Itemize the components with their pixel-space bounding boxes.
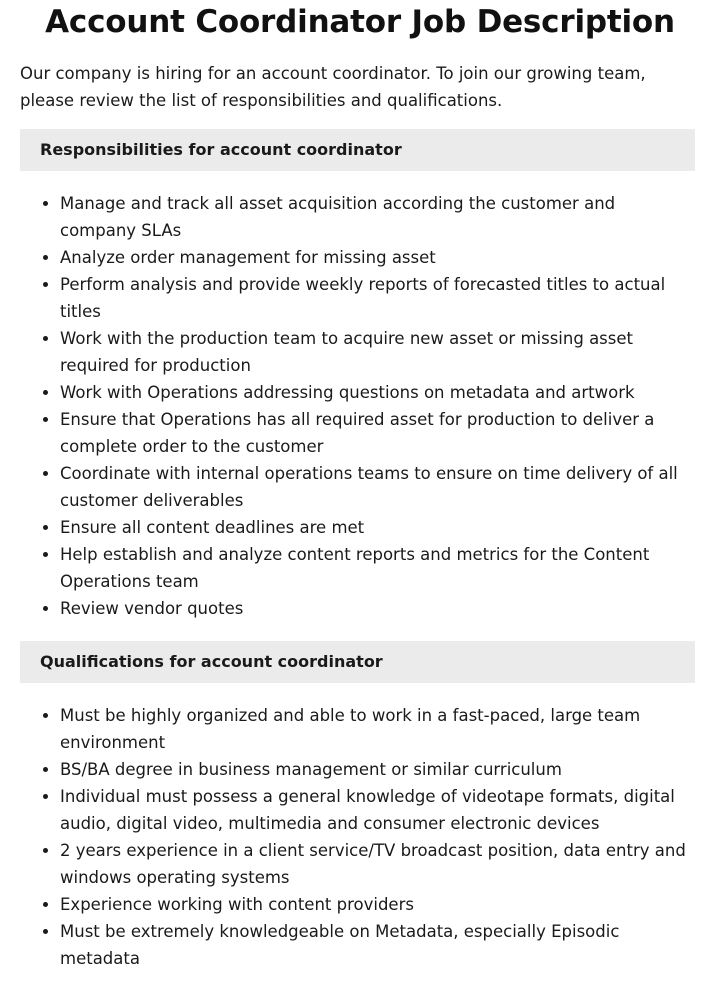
list-item: • 2 years experience in a client service/TV broadcast position, data entry and windows operating systems <box>60 837 690 891</box>
qualifications-heading: Qualifications for account coordinator <box>20 641 695 683</box>
page-title: Account Coordinator Job Description <box>45 4 675 40</box>
list-item: • Manage and track all asset acquisition according the customer and company SLAs <box>60 190 690 244</box>
responsibilities-heading: Responsibilities for account coordinator <box>20 129 695 171</box>
list-item: • Analyze order management for missing asset <box>60 244 690 271</box>
list-item: • Ensure all content deadlines are met <box>60 514 690 541</box>
intro-paragraph: Our company is hiring for an account coordinator. To join our growing team, please review the list of responsibilities and qualifications. <box>20 64 646 110</box>
list-item: • Must be highly organized and able to work in a fast-paced, large team environment <box>60 702 690 756</box>
list-item: • Help establish and analyze content reports and metrics for the Content Operations team <box>60 541 690 595</box>
list-item: • Review vendor quotes <box>60 595 690 622</box>
list-item: • Perform analysis and provide weekly reports of forecasted titles to actual titles <box>60 271 690 325</box>
list-item: • BS/BA degree in business management or similar curriculum <box>60 756 690 783</box>
list-item: • Must be extremely knowledgeable on Metadata, especially Episodic metadata <box>60 918 690 972</box>
responsibilities-list <box>20 190 690 622</box>
list-item: • Work with Operations addressing questions on metadata and artwork <box>60 379 690 406</box>
list-item: • Individual must possess a general knowledge of videotape formats, digital audio, digital video, multimedia and consumer electronic devices <box>60 783 690 837</box>
list-item: • Ensure that Operations has all required asset for production to deliver a complete order to the customer <box>60 406 690 460</box>
list-item: • Work with the production team to acquire new asset or missing asset required for production <box>60 325 690 379</box>
list-item: • Coordinate with internal operations teams to ensure on time delivery of all customer deliverables <box>60 460 690 514</box>
list-item: • Experience working with content providers <box>60 891 690 918</box>
qualifications-list <box>20 702 690 972</box>
